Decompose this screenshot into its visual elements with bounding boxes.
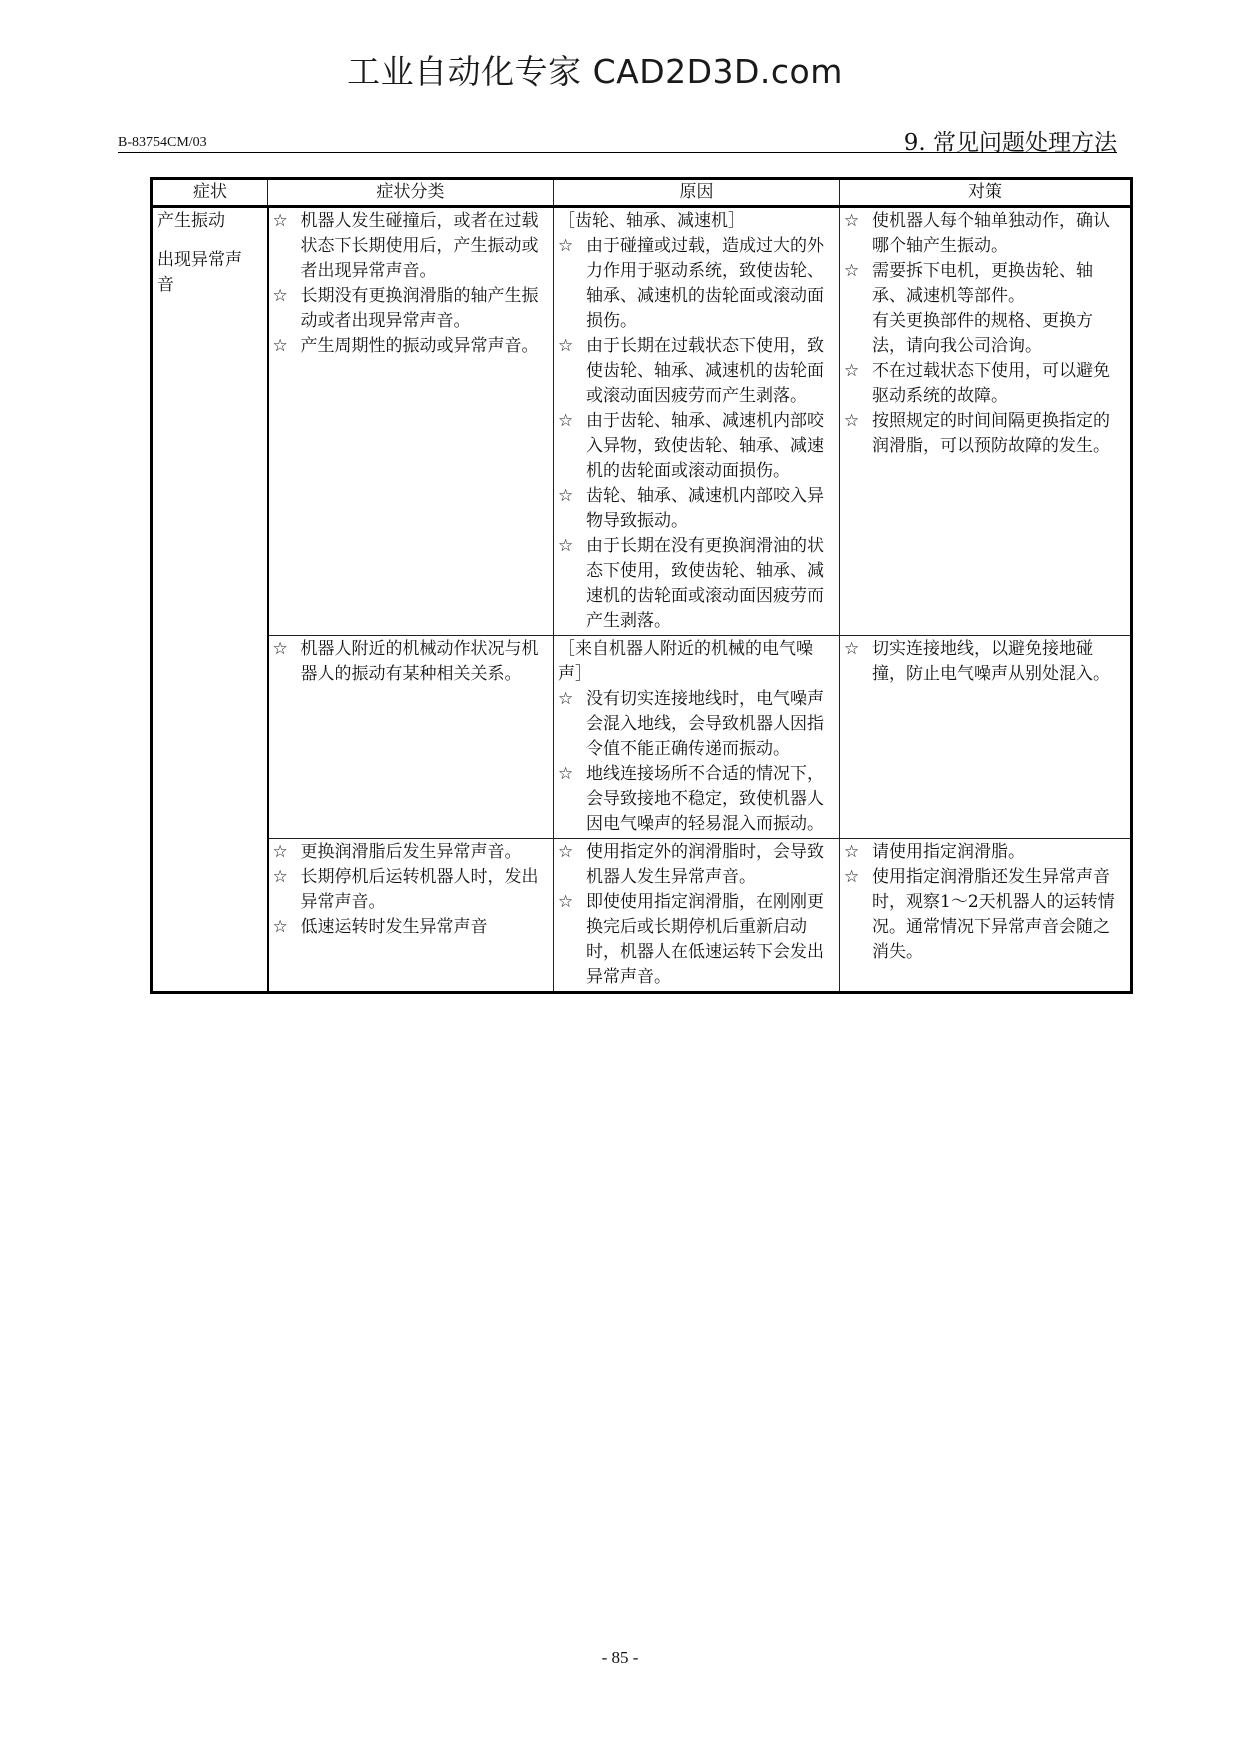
classification-cell: [268, 636, 554, 839]
star-icon: ☆: [558, 536, 574, 556]
document-id: B-83754CM/03: [118, 135, 207, 150]
table-header-row: [152, 179, 1132, 207]
cause-item-text: 即使使用指定润滑脂，在刚刚更换完后或长期停机后重新启动时，机器人在低速运转下会发出异常声音。: [586, 892, 824, 987]
measure-item-text: 切实连接地线，以避免接地碰撞，防止电气噪声从别处混入。: [872, 639, 1110, 684]
table-body: [152, 207, 1132, 993]
cause-item: [558, 687, 835, 762]
cause-cell: [554, 636, 840, 839]
cause-item-text: 齿轮、轴承、减速机内部咬入异物导致振动。: [586, 486, 824, 531]
measure-item-text: 使机器人每个轴单独动作，确认哪个轴产生振动。: [872, 211, 1110, 256]
star-icon: ☆: [272, 336, 288, 356]
star-icon: ☆: [558, 764, 574, 784]
cause-item-text: 地线连接场所不合适的情况下，会导致接地不稳定，致使机器人因电气噪声的轻易混入而振动。: [586, 764, 824, 834]
cause-item-text: 由于长期在过载状态下使用，致使齿轮、轴承、减速机的齿轮面或滚动面因疲劳而产生剥落。: [586, 336, 824, 406]
watermark-title: 工业自动化专家 CAD2D3D.com: [347, 52, 843, 91]
section-title: 9. 常见问题处理方法: [903, 130, 1117, 156]
classification-item-text: 机器人发生碰撞后，或者在过载状态下长期使用后，产生振动或者出现异常声音。: [300, 211, 539, 281]
cause-item: [558, 840, 835, 890]
cause-item-text: 使用指定外的润滑脂时，会导致机器人发生异常声音。: [586, 842, 824, 887]
troubleshooting-table: [150, 177, 1133, 994]
measure-item-text: 按照规定的时间间隔更换指定的润滑脂，可以预防故障的发生。: [872, 411, 1110, 456]
star-icon: ☆: [272, 211, 288, 231]
classification-item: [273, 840, 550, 865]
cause-item-text: 由于长期在没有更换润滑油的状态下使用，致使齿轮、轴承、减速机的齿轮面或滚动面因疲劳而产生剥落。: [586, 536, 824, 631]
measure-item: [844, 840, 1126, 865]
classification-item: [273, 865, 550, 915]
classification-item-text: 长期没有更换润滑脂的轴产生振动或者出现异常声音。: [300, 286, 539, 331]
cause-item: [558, 484, 835, 534]
table-row: [152, 207, 1132, 636]
cause-item: [558, 762, 835, 837]
cause-heading: ［来自机器人附近的机械的电气噪声］: [558, 639, 813, 684]
star-icon: ☆: [558, 892, 574, 912]
page-number: - 85 -: [601, 1648, 639, 1667]
classification-cell: [268, 207, 554, 636]
classification-item: [273, 915, 550, 940]
classification-item: [273, 334, 550, 359]
cause-cell: [554, 839, 840, 993]
measure-item-text: 不在过载状态下使用，可以避免驱动系统的故障。: [872, 361, 1110, 406]
measure-item-text: 需要拆下电机，更换齿轮、轴承、减速机等部件。: [872, 261, 1093, 306]
column-header-cause: 原因: [554, 179, 840, 207]
cause-item-text: 由于碰撞或过载，造成过大的外力作用于驱动系统，致使齿轮、轴承、减速机的齿轮面或滚动面损伤。: [586, 236, 824, 331]
measure-note: 有关更换部件的规格、更换方法，请向我公司洽询。: [872, 311, 1093, 356]
classification-item: [273, 284, 550, 334]
measure-item: [844, 409, 1126, 459]
classification-cell: [268, 839, 554, 993]
cause-cell: [554, 207, 840, 636]
measure-item: [844, 209, 1126, 259]
cause-item: [558, 409, 835, 484]
classification-item-text: 产生周期性的振动或异常声音。: [300, 336, 539, 356]
measure-item: [844, 637, 1126, 687]
star-icon: ☆: [558, 336, 574, 356]
classification-item-text: 机器人附近的机械动作状况与机器人的振动有某种相关关系。: [300, 639, 539, 684]
star-icon: ☆: [558, 236, 574, 256]
star-icon: ☆: [558, 689, 574, 709]
measure-cell: [840, 207, 1132, 636]
star-icon: ☆: [558, 411, 574, 431]
symptom-spacer: [157, 234, 263, 248]
star-icon: ☆: [844, 211, 860, 231]
header-rule: [118, 152, 1117, 153]
star-icon: ☆: [272, 917, 288, 937]
measure-item-text: 使用指定润滑脂还发生异常声音时，观察1～2天机器人的运转情况。通常情况下异常声音会随之消失。: [872, 867, 1115, 962]
measure-item: [844, 865, 1126, 965]
classification-item-text: 更换润滑脂后发生异常声音。: [300, 842, 522, 862]
classification-item: [273, 637, 550, 687]
cause-item-text: 没有切实连接地线时，电气噪声会混入地线，会导致机器人因指令值不能正确传递而振动。: [586, 689, 824, 759]
star-icon: ☆: [558, 486, 574, 506]
symptom-title: 产生振动: [157, 211, 225, 231]
table-row: [152, 636, 1132, 839]
measure-cell: [840, 636, 1132, 839]
star-icon: ☆: [844, 361, 860, 381]
star-icon: ☆: [844, 411, 860, 431]
star-icon: ☆: [844, 261, 860, 281]
star-icon: ☆: [272, 639, 288, 659]
star-icon: ☆: [844, 842, 860, 862]
symptom-cell: [152, 207, 268, 993]
measure-cell: [840, 839, 1132, 993]
measure-item: [844, 359, 1126, 409]
table-row: [152, 839, 1132, 993]
cause-item: [558, 334, 835, 409]
symptom-line: 出现异常声: [157, 250, 242, 270]
measure-item: [844, 259, 1126, 309]
cause-heading: ［齿轮、轴承、减速机］: [558, 211, 745, 231]
classification-item: [273, 209, 550, 284]
cause-item: [558, 890, 835, 990]
measure-item-text: 请使用指定润滑脂。: [872, 842, 1025, 862]
cause-item-text: 由于齿轮、轴承、减速机内部咬入异物，致使齿轮、轴承、减速机的齿轮面或滚动面损伤。: [586, 411, 824, 481]
cause-item: [558, 234, 835, 334]
star-icon: ☆: [272, 867, 288, 887]
star-icon: ☆: [844, 867, 860, 887]
symptom-line: 音: [157, 275, 174, 295]
column-header-symptom: 症状: [152, 179, 268, 207]
column-header-classification: 症状分类: [268, 179, 554, 207]
star-icon: ☆: [272, 286, 288, 306]
classification-item-text: 低速运转时发生异常声音: [300, 917, 488, 937]
cause-item: [558, 534, 835, 634]
star-icon: ☆: [272, 842, 288, 862]
classification-item-text: 长期停机后运转机器人时，发出异常声音。: [300, 867, 539, 912]
star-icon: ☆: [844, 639, 860, 659]
star-icon: ☆: [558, 842, 574, 862]
column-header-measure: 对策: [840, 179, 1132, 207]
